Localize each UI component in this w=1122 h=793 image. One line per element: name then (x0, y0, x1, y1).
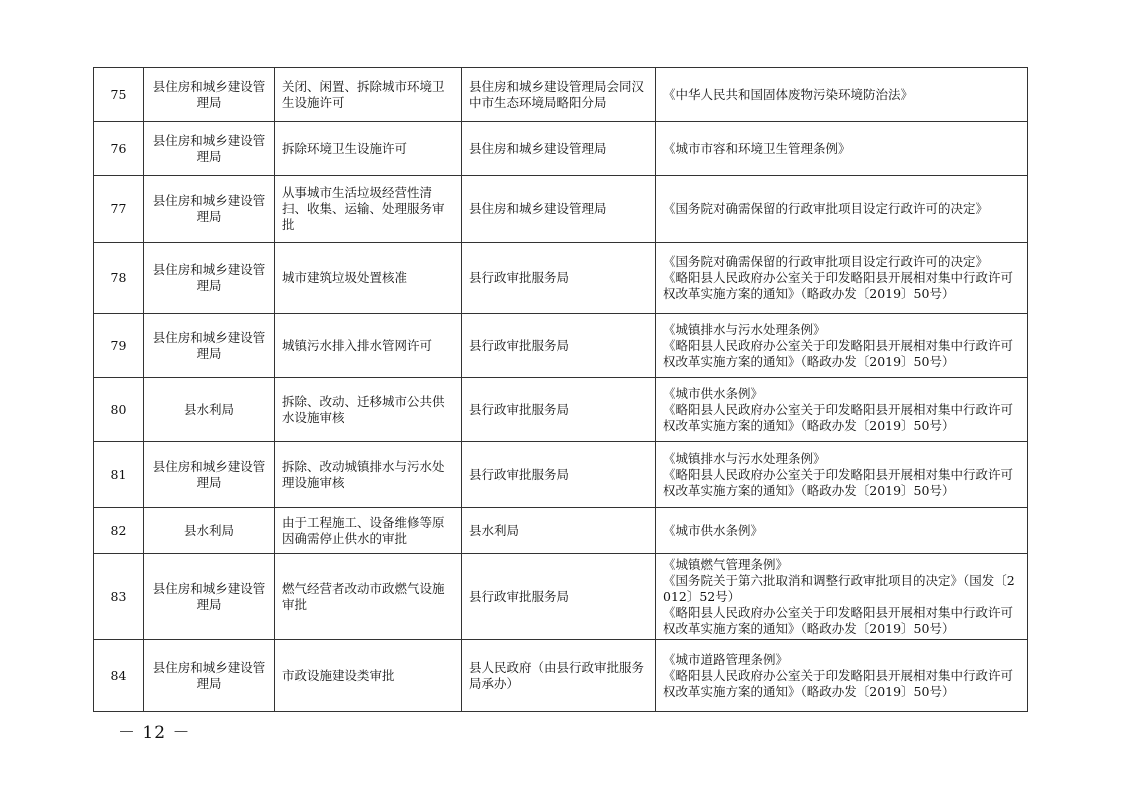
implementing-org-cell: 县行政审批服务局 (462, 554, 656, 640)
implementing-org-cell: 县行政审批服务局 (462, 442, 656, 508)
item-number-cell: 81 (94, 442, 144, 508)
department-cell: 县住房和城乡建设管理局 (144, 442, 275, 508)
department-cell: 县住房和城乡建设管理局 (144, 554, 275, 640)
legal-basis-line: 《略阳县人民政府办公室关于印发略阳县开展相对集中行政许可权改革实施方案的通知》（略政办发〔2019〕50号） (663, 337, 1014, 369)
department-cell: 县住房和城乡建设管理局 (144, 122, 275, 176)
approval-item-cell: 从事城市生活垃圾经营性清扫、收集、运输、处理服务审批 (275, 176, 462, 243)
table-row (94, 554, 1028, 640)
table-row (94, 378, 1028, 442)
department-cell: 县水利局 (144, 508, 275, 554)
table-row (94, 442, 1028, 508)
legal-basis-line: 《城市市容和环境卫生管理条例》 (663, 140, 851, 156)
item-number-cell: 83 (94, 554, 144, 640)
table-row (94, 508, 1028, 554)
item-number-cell: 78 (94, 243, 144, 314)
legal-basis-line: 《城市道路管理条例》 (663, 651, 789, 667)
table-row (94, 640, 1028, 712)
implementing-org-cell: 县住房和城乡建设管理局会同汉中市生态环境局略阳分局 (462, 68, 656, 122)
legal-basis-cell (656, 640, 1028, 712)
legal-basis-line: 《略阳县人民政府办公室关于印发略阳县开展相对集中行政许可权改革实施方案的通知》（略政办发〔2019〕50号） (663, 667, 1014, 699)
approval-item-cell: 拆除环境卫生设施许可 (275, 122, 462, 176)
legal-basis-line: 《国务院对确需保留的行政审批项目设定行政许可的决定》 (663, 201, 989, 216)
legal-basis-cell (656, 314, 1028, 378)
item-number-cell: 75 (94, 68, 144, 122)
approval-item-cell: 市政设施建设类审批 (275, 640, 462, 712)
department-cell: 县住房和城乡建设管理局 (144, 176, 275, 243)
legal-basis-line: 《略阳县人民政府办公室关于印发略阳县开展相对集中行政许可权改革实施方案的通知》（略政办发〔2019〕50号） (663, 270, 1014, 301)
legal-basis-line: 《城市供水条例》 (663, 385, 764, 401)
legal-basis-cell (656, 122, 1028, 176)
legal-basis-cell (656, 176, 1028, 243)
approval-item-cell: 拆除、改动、迁移城市公共供水设施审核 (275, 378, 462, 442)
approval-item-cell: 由于工程施工、设备维修等原因确需停止供水的审批 (275, 508, 462, 554)
approval-item-cell: 关闭、闲置、拆除城市环境卫生设施许可 (275, 68, 462, 122)
table-row (94, 122, 1028, 176)
legal-basis-line: 《略阳县人民政府办公室关于印发略阳县开展相对集中行政许可权改革实施方案的通知》（略政办发〔2019〕50号） (663, 604, 1014, 636)
legal-basis-line: 《略阳县人民政府办公室关于印发略阳县开展相对集中行政许可权改革实施方案的通知》（略政办发〔2019〕50号） (663, 466, 1014, 498)
approval-item-cell: 拆除、改动城镇排水与污水处理设施审核 (275, 442, 462, 508)
item-number-cell: 84 (94, 640, 144, 712)
table-row (94, 68, 1028, 122)
approval-items-table (93, 67, 1028, 712)
legal-basis-line: 《国务院关于第六批取消和调整行政审批项目的决定》（国发〔2012〕52号） (663, 572, 1015, 604)
implementing-org-cell: 县住房和城乡建设管理局 (462, 122, 656, 176)
item-number-cell: 76 (94, 122, 144, 176)
implementing-org-cell: 县行政审批服务局 (462, 314, 656, 378)
table-row (94, 176, 1028, 243)
table-row (94, 314, 1028, 378)
department-cell: 县住房和城乡建设管理局 (144, 68, 275, 122)
implementing-org-cell: 县行政审批服务局 (462, 378, 656, 442)
legal-basis-cell (656, 378, 1028, 442)
legal-basis-line: 《城镇排水与污水处理条例》 (663, 321, 826, 337)
department-cell: 县住房和城乡建设管理局 (144, 314, 275, 378)
legal-basis-line: 《略阳县人民政府办公室关于印发略阳县开展相对集中行政许可权改革实施方案的通知》（略政办发〔2019〕50号） (663, 401, 1014, 433)
item-number-cell: 77 (94, 176, 144, 243)
implementing-org-cell: 县住房和城乡建设管理局 (462, 176, 656, 243)
item-number-cell: 80 (94, 378, 144, 442)
approval-item-cell: 城市建筑垃圾处置核准 (275, 243, 462, 314)
legal-basis-line: 《城市供水条例》 (663, 522, 764, 538)
table-row (94, 243, 1028, 314)
legal-basis-line: 《国务院对确需保留的行政审批项目设定行政许可的决定》 (663, 254, 989, 269)
legal-basis-cell (656, 243, 1028, 314)
approval-item-cell: 城镇污水排入排水管网许可 (275, 314, 462, 378)
implementing-org-cell: 县行政审批服务局 (462, 243, 656, 314)
legal-basis-line: 《城镇燃气管理条例》 (663, 556, 789, 572)
implementing-org-cell: 县水利局 (462, 508, 656, 554)
department-cell: 县水利局 (144, 378, 275, 442)
legal-basis-cell (656, 508, 1028, 554)
item-number-cell: 82 (94, 508, 144, 554)
implementing-org-cell: 县人民政府（由县行政审批服务局承办） (462, 640, 656, 712)
legal-basis-cell (656, 442, 1028, 508)
page-number: － 12 － (118, 723, 191, 743)
legal-basis-cell (656, 554, 1028, 640)
legal-basis-cell (656, 68, 1028, 122)
department-cell: 县住房和城乡建设管理局 (144, 243, 275, 314)
department-cell: 县住房和城乡建设管理局 (144, 640, 275, 712)
legal-basis-line: 《中华人民共和国固体废物污染环境防治法》 (663, 86, 914, 102)
legal-basis-line: 《城镇排水与污水处理条例》 (663, 450, 826, 466)
approval-item-cell: 燃气经营者改动市政燃气设施审批 (275, 554, 462, 640)
table-body (94, 68, 1028, 712)
item-number-cell: 79 (94, 314, 144, 378)
